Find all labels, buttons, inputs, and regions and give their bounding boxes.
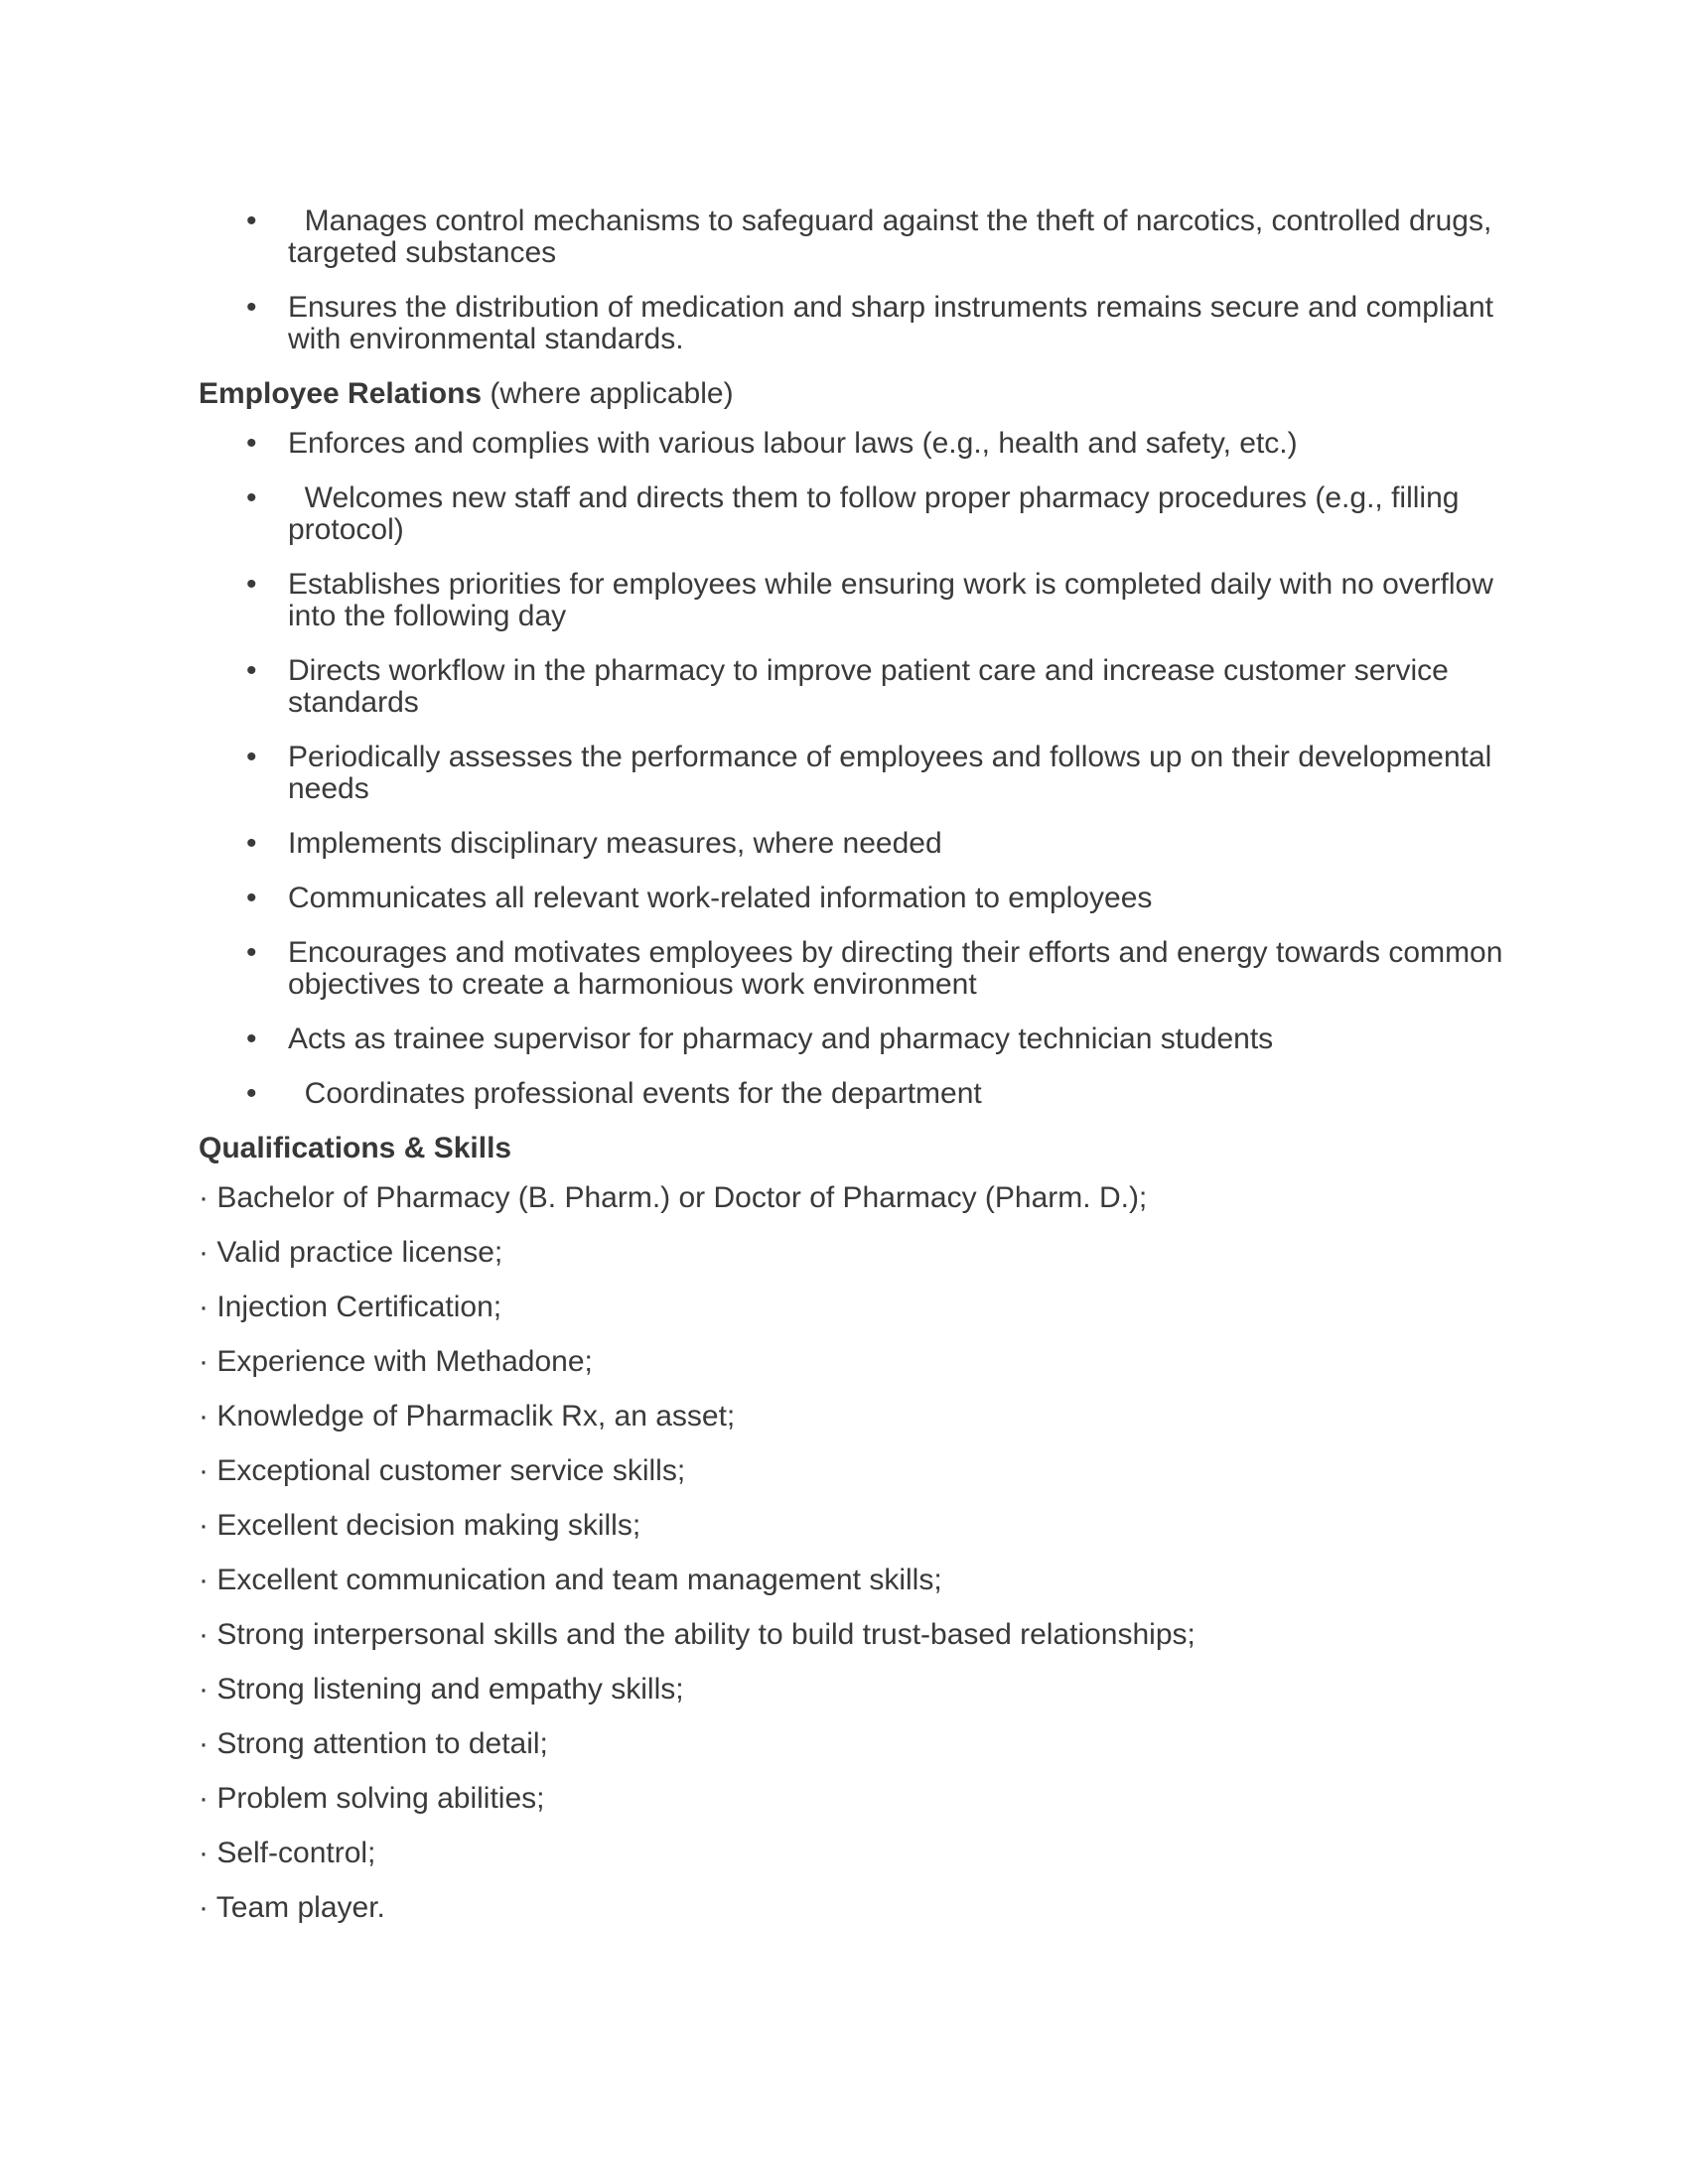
employee-relations-heading-title: Employee Relations [199,377,483,410]
section-heading-employee-relations [199,378,1534,410]
bullet-text: Coordinates professional events for the department [288,1077,982,1110]
bullet-icon: • [246,1077,257,1110]
bullet-icon: • [246,654,257,687]
bullet-icon: • [246,882,257,914]
qualification-item: · Injection Certification; [199,1291,502,1323]
qualification-item: · Problem solving abilities; [199,1782,545,1815]
bullet-text: Implements disciplinary measures, where needed [288,827,942,860]
qualification-item: · Knowledge of Pharmaclik Rx, an asset; [199,1400,736,1433]
bullet-icon: • [246,741,257,773]
bullet-item [199,569,1534,632]
bullet-item [199,1078,1534,1110]
bullet-item [199,482,1534,546]
bullet-icon: • [246,827,257,860]
bullet-text: Enforces and complies with various labour laws (e.g., health and safety, etc.) [288,427,1298,460]
bullet-text: Communicates all relevant work-related information to employees [288,882,1153,914]
bullet-text: Welcomes new staff and directs them to follow proper pharmacy procedures (e.g., filling protocol) [288,481,1468,546]
qualification-item: · Excellent communication and team management skills; [199,1564,942,1596]
qualification-item: · Valid practice license; [199,1236,503,1269]
bullet-item [199,292,1534,355]
bullet-icon: • [246,291,257,324]
qualification-item: · Strong interpersonal skills and the ability to build trust-based relationships; [199,1618,1196,1651]
document-content [199,205,1534,1924]
qualification-item: · Self-control; [199,1837,376,1869]
bullet-item [199,883,1534,914]
bullet-icon: • [246,205,257,237]
bullet-icon: • [246,481,257,514]
bullet-icon: • [246,936,257,969]
bullet-text: Establishes priorities for employees while ensuring work is completed daily with no overflow into the following day [288,568,1502,632]
section-heading-qualifications-skills: Qualifications & Skills [199,1132,512,1164]
qualification-item: · Team player. [199,1891,385,1924]
bullet-item [199,742,1534,805]
bullet-item [199,428,1534,460]
bullet-text: Manages control mechanisms to safeguard against the theft of narcotics, controlled drugs, targeted substances [288,205,1500,269]
bullet-item [199,937,1534,1001]
bullet-icon: • [246,427,257,460]
qualification-item: · Exceptional customer service skills; [199,1454,686,1487]
bullet-text: Directs workflow in the pharmacy to improve patient care and increase customer service standards [288,654,1458,719]
bullet-item [199,828,1534,860]
bullet-item [199,655,1534,719]
employee-relations-bullet-list [199,428,1534,1110]
bullet-text: Ensures the distribution of medication and sharp instruments remains secure and compliant with environmental standards. [288,291,1502,355]
bullet-text: Encourages and motivates employees by directing their efforts and energy towards common objectives to create a harmonious work environment [288,936,1511,1001]
qualification-item: · Strong listening and empathy skills; [199,1673,684,1706]
bullet-item [199,1024,1534,1055]
qualification-item: · Bachelor of Pharmacy (B. Pharm.) or Doctor of Pharmacy (Pharm. D.); [199,1181,1148,1214]
bullet-icon: • [246,1023,257,1055]
bullet-icon: • [246,568,257,601]
bullet-item [199,205,1534,269]
bullet-text: Acts as trainee supervisor for pharmacy and pharmacy technician students [288,1023,1274,1055]
qualification-item: · Experience with Methadone; [199,1345,593,1378]
qualifications-list [199,1182,1534,1924]
bullet-text: Periodically assesses the performance of employees and follows up on their developmental needs [288,741,1500,805]
qualification-item: · Excellent decision making skills; [199,1509,641,1542]
qualification-item: · Strong attention to detail; [199,1727,548,1760]
employee-relations-heading-suffix: (where applicable) [482,377,734,410]
intro-bullet-list [199,205,1534,355]
